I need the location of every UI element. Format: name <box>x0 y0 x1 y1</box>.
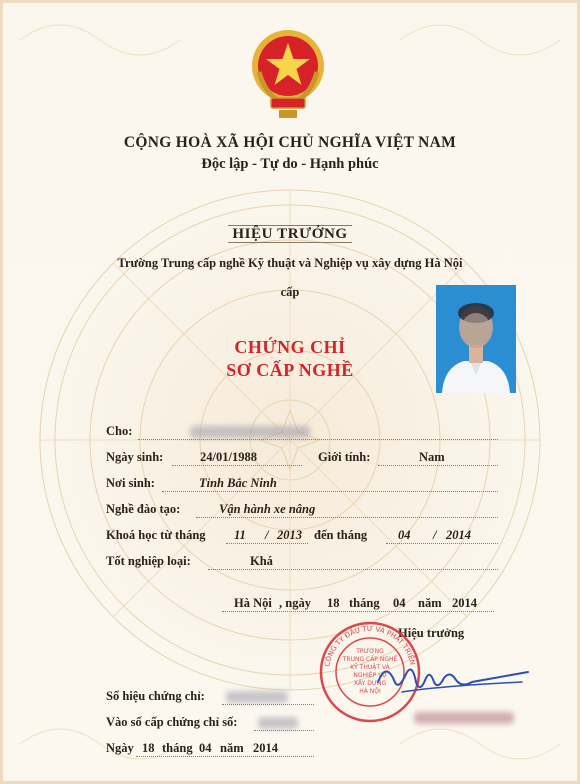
issuer-title <box>0 226 580 243</box>
registry-year-label: năm <box>220 741 244 755</box>
dob-label: Ngày sinh: <box>106 450 164 464</box>
national-emblem-icon <box>249 26 327 122</box>
birthplace-label: Nơi sinh: <box>106 476 155 490</box>
registry-date-prefix: Ngày <box>106 741 134 755</box>
person-silhouette-icon <box>436 285 516 393</box>
grade-dotted-line <box>208 569 498 570</box>
registry-day: 18 <box>142 741 155 755</box>
course-to-dotted-line <box>386 543 498 544</box>
issue-year-label: năm <box>418 596 442 610</box>
holder-photo <box>436 285 516 393</box>
seal-line-2: TRUNG CẤP NGHỀ <box>342 656 398 663</box>
registry-month-label: tháng <box>162 741 193 755</box>
recipient-name-redacted <box>190 426 310 438</box>
course-label: Khoá học từ tháng <box>106 528 206 542</box>
book-number-redacted <box>258 717 298 729</box>
course-to-slash: / <box>433 528 437 542</box>
registry-date-dotted-line <box>136 756 314 757</box>
issue-year: 2014 <box>452 596 477 610</box>
issue-date-dotted-line <box>222 611 494 612</box>
cert-number-dotted-line <box>222 704 314 705</box>
issuer-title-text: HIỆU TRƯỞNG <box>228 225 351 243</box>
registry-year: 2014 <box>253 741 278 755</box>
seal-ring-text: CÔNG TY ĐẦU TƯ VÀ PHÁT TRIỂN <box>323 624 417 668</box>
course-to-year: 2014 <box>446 528 471 542</box>
book-number-label: Vào số cấp chứng chỉ số: <box>106 715 238 729</box>
gender-label: Giới tính: <box>318 450 371 464</box>
birthplace-value: Tỉnh Bắc Ninh <box>199 476 277 490</box>
trade-label: Nghề đào tạo: <box>106 502 181 516</box>
gender-value: Nam <box>419 450 445 464</box>
issue-month: 04 <box>393 596 406 610</box>
registry-month: 04 <box>199 741 212 755</box>
course-from-month: 11 <box>234 528 246 542</box>
school-name: Trường Trung cấp nghề Kỹ thuật và Nghiệp vụ xây dựng Hà Nội <box>117 256 463 270</box>
birthplace-dotted-line <box>162 491 498 492</box>
dob-value: 24/01/1988 <box>200 450 257 464</box>
course-from-year: 2013 <box>277 528 302 542</box>
course-from-slash: / <box>265 528 269 542</box>
course-to-label: đến tháng <box>314 528 368 542</box>
recipient-label: Cho: <box>106 424 133 438</box>
seal-line-3: KỸ THUẬT VÀ <box>350 664 390 671</box>
signatory-title: Hiệu trưởng <box>398 626 465 640</box>
cert-number-label: Số hiệu chứng chỉ: <box>106 689 205 703</box>
issue-day: 18 <box>327 596 340 610</box>
grade-value: Khá <box>250 554 273 568</box>
principal-name-redacted <box>414 712 514 724</box>
recipient-dotted-line <box>138 439 498 440</box>
course-to-month: 04 <box>398 528 411 542</box>
trade-dotted-line <box>196 517 498 518</box>
issue-place: Hà Nội <box>234 596 272 610</box>
grade-label: Tốt nghiệp loại: <box>106 554 191 568</box>
principal-signature <box>372 652 532 702</box>
nation-title: CỘNG HOÀ XÃ HỘI CHỦ NGHĨA VIỆT NAM <box>123 134 457 151</box>
issue-month-label: tháng <box>349 596 380 610</box>
course-from-dotted-line <box>226 543 308 544</box>
seal-line-4: NGHIỆP VỤ <box>353 672 387 679</box>
seal-line-5: XÂY DỰNG <box>353 680 387 687</box>
seal-line-1: TRƯỜNG <box>356 648 384 655</box>
cert-number-redacted <box>226 691 288 703</box>
gender-dotted-line <box>378 465 498 466</box>
seal-line-6: HÀ NỘI <box>359 688 381 695</box>
dob-dotted-line <box>172 465 302 466</box>
national-motto: Độc lập - Tự do - Hạnh phúc <box>201 156 379 172</box>
certificate-title-line1: CHỨNG CHỈ <box>234 337 346 357</box>
trade-value: Vận hành xe nâng <box>219 502 316 516</box>
certificate-title-line2: SƠ CẤP NGHỀ <box>226 360 354 380</box>
issues-word: cấp <box>280 285 300 299</box>
book-number-dotted-line <box>254 730 314 731</box>
issue-day-label: , ngày <box>279 596 311 610</box>
